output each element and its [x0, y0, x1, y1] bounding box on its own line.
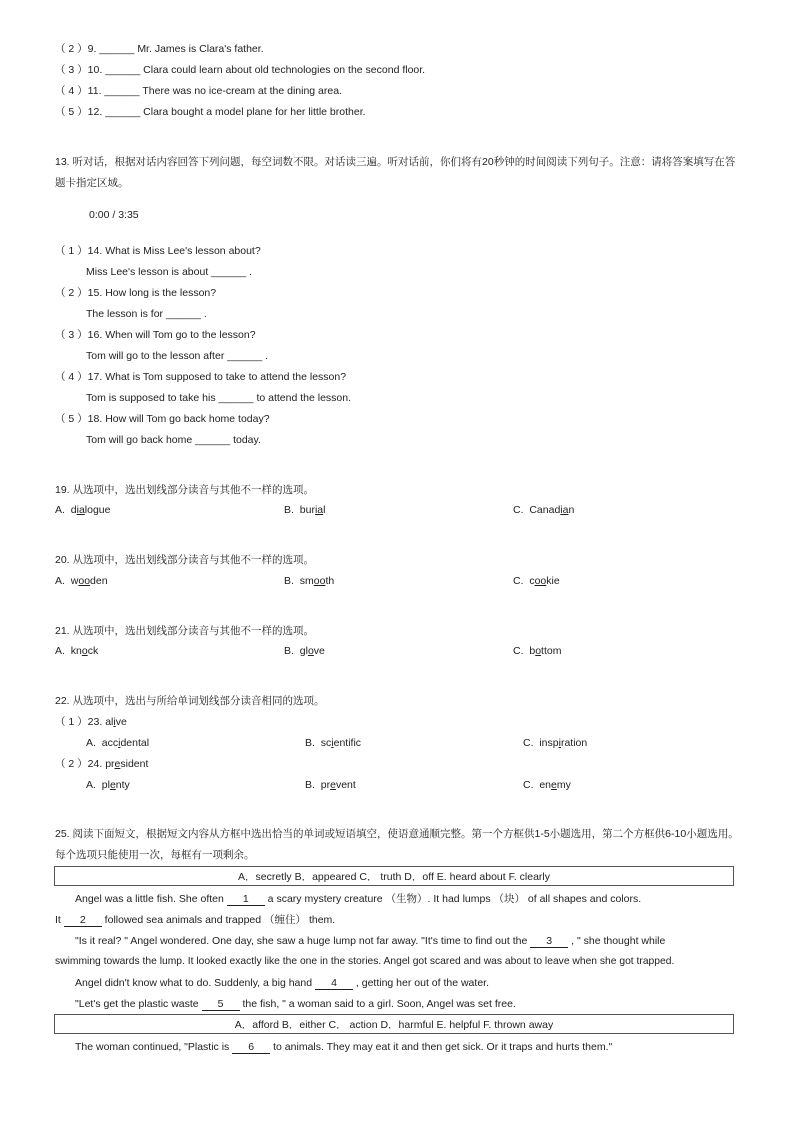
word-part: acc: [101, 737, 119, 749]
option-label: A.: [55, 575, 65, 587]
blank-5[interactable]: 5: [202, 998, 240, 1011]
question-text: ______ Mr. James is Clara's father.: [99, 43, 264, 55]
option-label: A.: [86, 779, 96, 791]
option-label: C.: [513, 504, 524, 516]
underlined-part: i: [331, 737, 334, 749]
passage-line-6: [75, 997, 765, 1011]
underlined-part: ia: [76, 504, 85, 516]
q20-option-a[interactable]: [55, 574, 108, 588]
word-part: gl: [299, 645, 308, 657]
word-bank-box-1: A．secretly B．appeared C． truth D．off E. heard about F. clearly: [54, 866, 734, 886]
word-part: insp: [539, 737, 559, 749]
underlined-part: ia: [314, 504, 324, 516]
option-label: B.: [305, 779, 315, 791]
passage-text: "Let's get the plastic waste: [75, 998, 202, 1010]
option-label: C.: [523, 737, 534, 749]
underlined-part: e: [114, 758, 121, 770]
word-part: （ 2 ）24. pr: [55, 758, 115, 770]
word-part: sc: [320, 737, 332, 749]
word-part: bur: [299, 504, 315, 516]
answer-14: Miss Lee's lesson is about ______ .: [86, 266, 253, 278]
underlined-part: oo: [78, 575, 91, 587]
word-part: n: [568, 504, 575, 516]
q25-instructions-line2: 每个选项只能使用一次，每框有一项剩余。: [55, 849, 255, 861]
word-bank-box-2: A．afford B．either C． action D．harmful E. helpful F. thrown away: [54, 1014, 734, 1034]
underlined-part: e: [330, 779, 336, 791]
answer-16: Tom will go to the lesson after ______ .: [86, 350, 269, 362]
option-label: A.: [55, 504, 65, 516]
answer-18: Tom will go back home ______ today.: [86, 434, 261, 446]
option-label: B.: [305, 737, 315, 749]
word-part: （ 1 ）23. al: [55, 716, 114, 728]
q19-option-b[interactable]: [284, 503, 325, 517]
q22-title: 22. 从选项中，选出与所给单词划线部分读音相同的选项。: [55, 695, 325, 707]
blank-1[interactable]: 1: [227, 893, 265, 906]
passage-line-2: [55, 913, 745, 927]
word-part: pr: [320, 779, 331, 791]
q23-option-a[interactable]: [86, 736, 149, 750]
option-label: B.: [284, 575, 294, 587]
q13-instructions-line2: 题卡指定区域。: [55, 177, 129, 189]
question-14: （ 1 ）14. What is Miss Lee's lesson about?: [55, 245, 261, 257]
word-part: sident: [120, 758, 149, 770]
underlined-part: i: [113, 716, 116, 728]
audio-player-time[interactable]: 0:00 / 3:35: [89, 209, 139, 221]
q24-option-b[interactable]: [305, 778, 356, 792]
question-text: ______ Clara could learn about old technologies on the second floor.: [105, 64, 426, 76]
word-part: sm: [299, 575, 314, 587]
question-number: （ 4 ）11.: [55, 85, 102, 97]
question-10: [55, 63, 425, 77]
question-text: ______ There was no ice-cream at the dining area.: [104, 85, 342, 97]
question-16: （ 3 ）16. When will Tom go to the lesson?: [55, 329, 256, 341]
word-part: vent: [335, 779, 356, 791]
q24-option-c[interactable]: [523, 778, 571, 792]
q23-option-c[interactable]: [523, 736, 587, 750]
question-24: [55, 757, 148, 771]
q21-title: 21. 从选项中，选出划线部分读音与其他不一样的选项。: [55, 625, 315, 637]
word-part: dental: [120, 737, 150, 749]
passage-text: The woman continued, "Plastic is: [75, 1041, 233, 1053]
question-number: （ 5 ）12.: [55, 106, 103, 118]
passage-text: "Is it real? " Angel wondered. One day, she saw a huge lump not far away. "It's time to find out the: [75, 935, 531, 947]
word-part: ve: [115, 716, 127, 728]
passage-line-3: [75, 934, 765, 948]
blank-2[interactable]: 2: [64, 914, 102, 927]
passage-line-1: [75, 892, 765, 906]
q25-instructions-line1: 25. 阅读下面短文，根据短文内容从方框中选出恰当的单词或短语填空，使语意通顺完整。第一个方框供1-5小题选用，第二个方框供6-10小题选用。: [55, 828, 739, 840]
underlined-part: i: [118, 737, 121, 749]
blank-4[interactable]: 4: [315, 977, 353, 990]
passage-line-5: [75, 976, 765, 990]
word-part: den: [90, 575, 108, 587]
question-17: （ 4 ）17. What is Tom supposed to take to attend the lesson?: [55, 371, 347, 383]
option-label: B.: [284, 504, 294, 516]
blank-3[interactable]: 3: [530, 935, 568, 948]
passage-text: followed sea animals and trapped （缠住） them.: [101, 914, 336, 926]
passage-text: a scary mystery creature （生物）. It had lumps （块） of all shapes and colors.: [264, 893, 642, 905]
question-11: [55, 84, 342, 98]
underlined-part: ia: [560, 504, 569, 516]
passage-text: to animals. They may eat it and then get sick. Or it traps and hurts them.": [270, 1041, 613, 1053]
q24-option-a[interactable]: [86, 778, 130, 792]
question-number: （ 2 ）9.: [55, 43, 97, 55]
underlined-part: e: [551, 779, 557, 791]
word-part: c: [529, 575, 535, 587]
option-label: C.: [513, 575, 524, 587]
word-part: l: [323, 504, 326, 516]
passage-text: Angel was a little fish. She often: [75, 893, 227, 905]
q20-title: 20. 从选项中，选出划线部分读音与其他不一样的选项。: [55, 554, 315, 566]
word-part: logue: [84, 504, 111, 516]
blank-6[interactable]: 6: [232, 1041, 270, 1054]
option-label: A.: [86, 737, 96, 749]
option-label: B.: [284, 645, 294, 657]
word-part: w: [70, 575, 79, 587]
word-part: d: [70, 504, 77, 516]
question-23: [55, 715, 127, 729]
word-part: ttom: [541, 645, 562, 657]
question-18: （ 5 ）18. How will Tom go back home today?: [55, 413, 270, 425]
passage-line-7: [75, 1040, 765, 1054]
underlined-part: i: [558, 737, 561, 749]
q20-option-c[interactable]: [513, 574, 560, 588]
word-part: Canad: [529, 504, 561, 516]
q20-option-b[interactable]: [284, 574, 334, 588]
passage-text: , " she thought while: [568, 935, 666, 947]
underlined-part: oo: [534, 575, 547, 587]
answer-15: The lesson is for ______ .: [86, 308, 207, 320]
question-15: （ 2 ）15. How long is the lesson?: [55, 287, 217, 299]
question-9: [55, 42, 264, 56]
underlined-part: o: [307, 645, 314, 657]
word-part: th: [325, 575, 335, 587]
option-label: C.: [523, 779, 534, 791]
q19-option-a[interactable]: [55, 503, 111, 517]
q21-option-a[interactable]: [55, 644, 98, 658]
word-part: ration: [560, 737, 588, 749]
underlined-part: e: [109, 779, 116, 791]
word-part: nty: [115, 779, 130, 791]
q19-option-c[interactable]: [513, 503, 574, 517]
word-part: b: [529, 645, 536, 657]
q21-option-b[interactable]: [284, 644, 325, 658]
word-part: kie: [546, 575, 560, 587]
word-part: ck: [87, 645, 99, 657]
word-part: my: [556, 779, 571, 791]
underlined-part: o: [81, 645, 88, 657]
underlined-part: o: [535, 645, 542, 657]
passage-text: the fish, " a woman said to a girl. Soon, Angel was set free.: [239, 998, 516, 1010]
word-part: kn: [70, 645, 82, 657]
question-number: （ 3 ）10.: [55, 64, 103, 76]
word-part: en: [539, 779, 552, 791]
word-part: entific: [333, 737, 362, 749]
q13-instructions-line1: 13. 听对话，根据对话内容回答下列问题，每空词数不限。对话读三遍。听对话前，你们将有20秒钟的时间阅读下列句子。注意：请将答案填写在答: [55, 156, 736, 168]
question-text: ______ Clara bought a model plane for her little brother.: [105, 106, 366, 118]
passage-line-4: swimming towards the lump. It looked exactly like the one in the stories. Angel got scared and was about to leave when she got trapped.: [55, 956, 675, 967]
word-part: ve: [313, 645, 325, 657]
q21-option-c[interactable]: [513, 644, 561, 658]
option-label: C.: [513, 645, 524, 657]
underlined-part: oo: [313, 575, 326, 587]
q23-option-b[interactable]: [305, 736, 361, 750]
question-12: [55, 105, 366, 119]
q19-title: 19. 从选项中，选出划线部分读音与其他不一样的选项。: [55, 484, 315, 496]
answer-17: Tom is supposed to take his ______ to attend the lesson.: [86, 392, 352, 404]
option-label: A.: [55, 645, 65, 657]
word-part: pl: [101, 779, 110, 791]
passage-text: It: [55, 914, 64, 926]
passage-text: Angel didn't know what to do. Suddenly, a big hand: [75, 977, 315, 989]
passage-text: , getting her out of the water.: [352, 977, 489, 989]
